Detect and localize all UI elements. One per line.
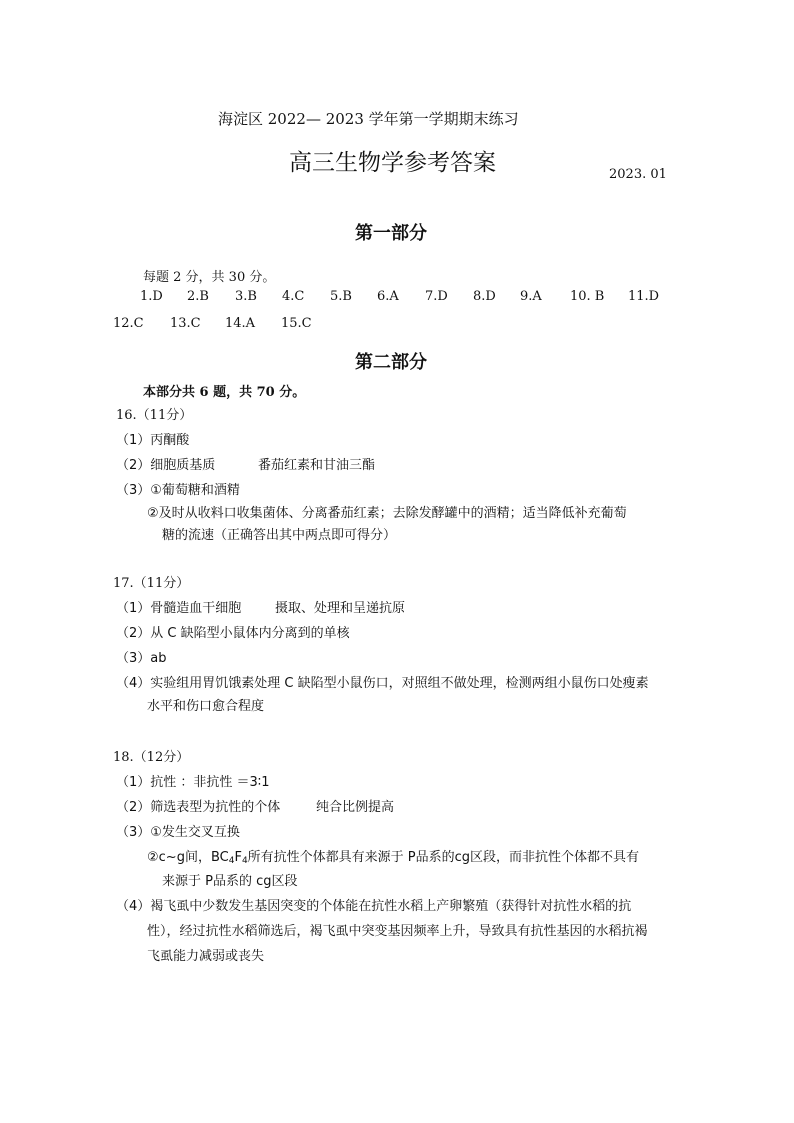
q18-answer-4: （4）褐飞虱中少数发生基因突变的个体能在抗性水稻上产卵繁殖（获得针对抗性水稻的抗: [116, 899, 632, 914]
q18-answer-1: （1）抗性 ：非抗性 ＝3∶1: [116, 775, 270, 790]
answer-item: 5.B: [330, 289, 352, 304]
answer-item: 12.C: [113, 316, 144, 331]
answer-row-1: [140, 289, 659, 304]
q18-title: 18.（12分）: [113, 750, 190, 765]
q18-answer-2b: 纯合比例提高: [316, 800, 395, 815]
q17-answer-4-cont: 水平和伤口愈合程度: [147, 699, 265, 714]
q17-answer-4: （4）实验组用胃饥饿素处理 C 缺陷型小鼠伤口，对照组不做处理，检测两组小鼠伤口处瘦素: [116, 676, 649, 691]
q17-answer-1b: 摄取、处理和呈递抗原: [275, 601, 406, 616]
q16-answer-3: （3）①葡萄糖和酒精: [116, 483, 240, 498]
q18-text-post: 所有抗性个体都具有来源于 P品系的cg区段，而非抗性个体都不具有: [247, 850, 640, 865]
part2-heading: 第二部分: [355, 352, 427, 373]
answer-row-2: [113, 316, 312, 331]
q18-answer-3-part2: [147, 846, 639, 866]
answer-item: 1.D: [140, 289, 163, 304]
q18-answer-4-cont2: 飞虱能力减弱或丧失: [147, 949, 265, 964]
answer-item: 15.C: [281, 316, 312, 331]
page-title: 高三生物学参考答案: [289, 150, 496, 176]
q16-answer-3-part2: ②及时从收料口收集菌体、分离番茄红素；去除发酵罐中的酒精；适当降低补充葡萄: [147, 506, 627, 521]
q16-answer-1: （1）丙酮酸: [116, 433, 190, 448]
q16-answer-2a: （2）细胞质基质: [116, 458, 216, 473]
part1-heading: 第一部分: [355, 223, 427, 244]
q17-answer-3: （3）ab: [116, 651, 167, 666]
answer-item: 14.A: [225, 316, 256, 331]
answer-item: 11.D: [628, 289, 660, 304]
q18-answer-2a: （2）筛选表型为抗性的个体: [116, 800, 281, 815]
q18-text-pre: ②c~g间，BC: [147, 850, 229, 865]
q17-answer-2: （2）从 C 缺陷型小鼠体内分离到的单核: [116, 626, 350, 641]
answer-item: 13.C: [170, 316, 201, 331]
answer-item: 3.B: [235, 289, 257, 304]
answer-item: 7.D: [425, 289, 448, 304]
answer-item: 10. B: [570, 289, 605, 304]
q18-answer-3-part2-cont: 来源于 P品系的 cg区段: [162, 874, 298, 889]
q18-subscript: 4: [228, 856, 235, 866]
q18-text-mid: F: [234, 850, 242, 865]
q18-answer-3: （3）①发生交叉互换: [116, 825, 240, 840]
q16-answer-2b: 番茄红素和甘油三酯: [258, 458, 376, 473]
answer-item: 9.A: [520, 289, 542, 304]
q17-title: 17.（11分）: [113, 576, 190, 591]
q17-answer-1a: （1）骨髓造血干细胞: [116, 601, 242, 616]
q16-title: 16.（11分）: [116, 408, 193, 423]
q16-answer-3-part2-cont: 糖的流速（正确答出其中两点即可得分）: [162, 528, 397, 543]
answer-item: 4.C: [282, 289, 305, 304]
date-label: 2023. 01: [609, 167, 667, 182]
part1-scoring-note: 每题 2 分，共 30 分。: [143, 270, 276, 285]
part2-scoring-note: 本部分共 6 题，共 70 分。: [143, 385, 306, 400]
answer-item: 8.D: [473, 289, 496, 304]
answer-item: 6.A: [377, 289, 399, 304]
exam-title-line: 海淀区 2022— 2023 学年第一学期期末练习: [218, 110, 519, 128]
q18-subscript: 4: [241, 856, 248, 866]
q18-answer-4-cont1: 性），经过抗性水稻筛选后，褐飞虱中突变基因频率上升，导致具有抗性基因的水稻抗褐: [147, 924, 648, 939]
answer-item: 2.B: [187, 289, 209, 304]
